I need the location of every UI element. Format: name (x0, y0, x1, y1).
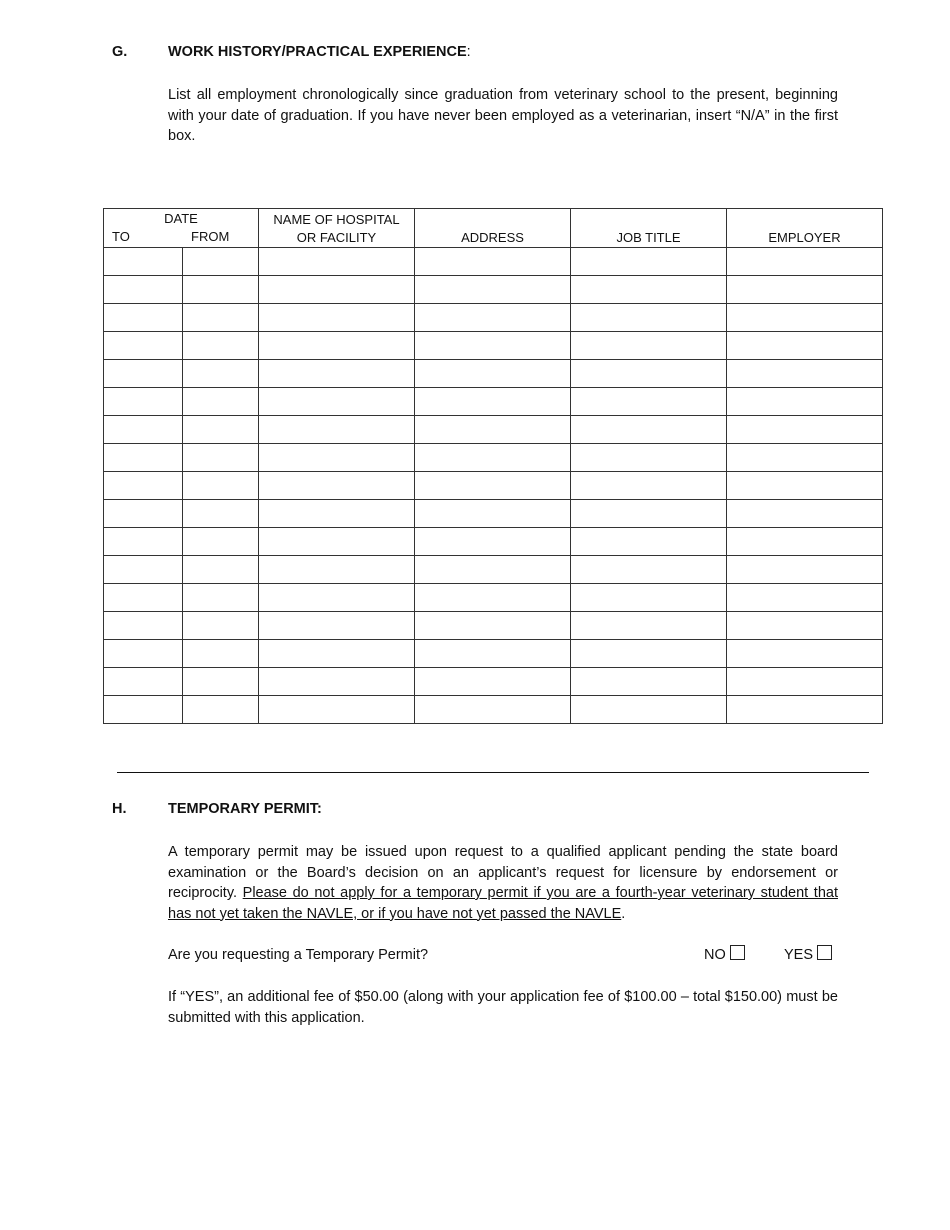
hospital-cell[interactable] (259, 584, 415, 612)
work-history-body (104, 248, 883, 724)
date-header-label: DATE (164, 211, 198, 226)
employer-cell[interactable] (727, 332, 883, 360)
hospital-header (259, 209, 415, 248)
hospital-cell[interactable] (259, 304, 415, 332)
address-cell[interactable] (415, 612, 571, 640)
date-to-from-divider (182, 472, 183, 499)
yes-option (784, 945, 832, 963)
to-header-label: TO (112, 229, 130, 244)
job-title-cell[interactable] (571, 584, 727, 612)
section-h-intro-end: . (621, 905, 626, 922)
employer-cell[interactable] (727, 304, 883, 332)
address-cell[interactable] (415, 472, 571, 500)
table-header-row (104, 209, 883, 248)
section-h-intro (168, 842, 838, 924)
job-title-cell[interactable] (571, 360, 727, 388)
address-cell[interactable] (415, 640, 571, 668)
date-cell[interactable] (104, 276, 259, 304)
table-row (104, 360, 883, 388)
date-cell[interactable] (104, 668, 259, 696)
hospital-cell[interactable] (259, 332, 415, 360)
fee-note: If “YES”, an additional fee of $50.00 (along with your application fee of $100.00 – total $150.00) must be submitted with this application. (168, 989, 838, 1026)
section-g-title-text: WORK HISTORY/PRACTICAL EXPERIENCE (168, 44, 467, 60)
job-title-cell[interactable] (571, 276, 727, 304)
hospital-cell[interactable] (259, 696, 415, 724)
date-cell[interactable] (104, 696, 259, 724)
hospital-cell[interactable] (259, 556, 415, 584)
section-g-letter: G. (112, 44, 128, 60)
address-cell[interactable] (415, 696, 571, 724)
date-cell[interactable] (104, 332, 259, 360)
table-row (104, 556, 883, 584)
hospital-cell[interactable] (259, 500, 415, 528)
date-to-from-divider (182, 248, 183, 275)
employer-cell[interactable] (727, 416, 883, 444)
date-to-from-divider (182, 416, 183, 443)
hospital-cell[interactable] (259, 668, 415, 696)
address-cell[interactable] (415, 304, 571, 332)
employer-cell[interactable] (727, 500, 883, 528)
date-cell[interactable] (104, 416, 259, 444)
section-divider (117, 772, 869, 773)
job-title-cell[interactable] (571, 556, 727, 584)
address-cell[interactable] (415, 584, 571, 612)
table-row (104, 444, 883, 472)
table-row (104, 276, 883, 304)
job-title-cell[interactable] (571, 248, 727, 276)
date-cell[interactable] (104, 360, 259, 388)
section-g-title (168, 44, 471, 60)
date-to-from-divider (182, 612, 183, 639)
employer-cell[interactable] (727, 556, 883, 584)
date-to-from-divider (182, 584, 183, 611)
job-title-cell[interactable] (571, 416, 727, 444)
address-cell[interactable] (415, 668, 571, 696)
job-title-cell[interactable] (571, 696, 727, 724)
date-to-from-divider (182, 528, 183, 555)
hospital-cell[interactable] (259, 388, 415, 416)
address-cell[interactable] (415, 276, 571, 304)
address-cell[interactable] (415, 556, 571, 584)
table-row (104, 528, 883, 556)
job-title-cell[interactable] (571, 612, 727, 640)
table-row (104, 612, 883, 640)
table-row (104, 584, 883, 612)
hospital-cell[interactable] (259, 248, 415, 276)
date-cell[interactable] (104, 472, 259, 500)
date-to-from-divider (182, 276, 183, 303)
date-cell[interactable] (104, 500, 259, 528)
table-row (104, 696, 883, 724)
table-row (104, 416, 883, 444)
job-title-cell[interactable] (571, 472, 727, 500)
job-title-header (571, 209, 727, 248)
address-cell[interactable] (415, 332, 571, 360)
section-h-title: TEMPORARY PERMIT: (168, 801, 322, 817)
yes-label: YES (784, 947, 814, 963)
table-row (104, 472, 883, 500)
hospital-header-line2: OR FACILITY (296, 230, 377, 245)
no-option (704, 945, 745, 963)
job-title-cell[interactable] (571, 332, 727, 360)
no-checkbox[interactable] (730, 945, 745, 960)
yes-checkbox[interactable] (817, 945, 832, 960)
address-cell[interactable] (415, 416, 571, 444)
job-title-cell[interactable] (571, 668, 727, 696)
table-row (104, 248, 883, 276)
job-title-header-label: JOB TITLE (616, 230, 681, 245)
hospital-cell[interactable] (259, 640, 415, 668)
hospital-cell[interactable] (259, 612, 415, 640)
date-to-from-divider (182, 444, 183, 471)
employer-cell[interactable] (727, 248, 883, 276)
address-header-label: ADDRESS (461, 230, 524, 245)
table-row (104, 332, 883, 360)
hospital-cell[interactable] (259, 360, 415, 388)
address-cell[interactable] (415, 360, 571, 388)
address-cell[interactable] (415, 444, 571, 472)
section-h-letter: H. (112, 801, 127, 817)
table-row (104, 304, 883, 332)
section-h-intro-text: A temporary permit may be issued upon request to a qualified applicant pending the state board examination or the Board’s decision on an applicant’s request for licensure by endorsement or reciprocity. (168, 844, 838, 901)
job-title-cell[interactable] (571, 388, 727, 416)
employer-cell[interactable] (727, 360, 883, 388)
table-row (104, 640, 883, 668)
job-title-cell[interactable] (571, 528, 727, 556)
date-cell[interactable] (104, 444, 259, 472)
date-to-from-divider (182, 640, 183, 667)
date-to-from-divider (182, 668, 183, 695)
section-g-instructions: List all employment chronologically since graduation from veterinary school to the present, beginning with your date of graduation. If you have never been employed as a veterinarian, insert “N/A” in the first box. (168, 87, 838, 144)
date-cell[interactable] (104, 640, 259, 668)
date-to-from-divider (182, 500, 183, 527)
date-to-from-divider (182, 360, 183, 387)
employer-cell[interactable] (727, 640, 883, 668)
hospital-cell[interactable] (259, 276, 415, 304)
table-row (104, 388, 883, 416)
date-cell[interactable] (104, 388, 259, 416)
date-to-from-divider (182, 304, 183, 331)
hospital-cell[interactable] (259, 472, 415, 500)
date-cell[interactable] (104, 612, 259, 640)
employer-cell[interactable] (727, 696, 883, 724)
employer-header-label: EMPLOYER (768, 230, 841, 245)
address-cell[interactable] (415, 528, 571, 556)
date-header (104, 209, 259, 248)
employer-cell[interactable] (727, 668, 883, 696)
date-cell[interactable] (104, 584, 259, 612)
date-to-from-divider (182, 696, 183, 723)
job-title-cell[interactable] (571, 640, 727, 668)
from-header-label: FROM (191, 229, 230, 244)
employer-cell[interactable] (727, 388, 883, 416)
employer-cell[interactable] (727, 528, 883, 556)
employer-cell[interactable] (727, 612, 883, 640)
hospital-header-line1: NAME OF HOSPITAL (273, 212, 400, 227)
date-to-from-divider (182, 556, 183, 583)
permit-question: Are you requesting a Temporary Permit? (168, 947, 429, 963)
table-row (104, 668, 883, 696)
date-to-from-divider (182, 332, 183, 359)
hospital-cell[interactable] (259, 416, 415, 444)
section-g-title-suffix: : (466, 44, 471, 60)
hospital-cell[interactable] (259, 528, 415, 556)
address-cell[interactable] (415, 500, 571, 528)
employer-cell[interactable] (727, 584, 883, 612)
date-cell[interactable] (104, 528, 259, 556)
employer-cell[interactable] (727, 472, 883, 500)
date-cell[interactable] (104, 304, 259, 332)
date-to-from-divider (182, 388, 183, 415)
employer-cell[interactable] (727, 444, 883, 472)
employer-cell[interactable] (727, 276, 883, 304)
job-title-cell[interactable] (571, 304, 727, 332)
job-title-cell[interactable] (571, 500, 727, 528)
no-label: NO (704, 947, 726, 963)
date-cell[interactable] (104, 248, 259, 276)
address-cell[interactable] (415, 248, 571, 276)
employer-header (727, 209, 883, 248)
table-row (104, 500, 883, 528)
work-history-table (103, 208, 883, 724)
section-h-warning: Please do not apply for a temporary permit if you are a fourth-year veterinary student that has not yet taken the NAVLE, or if you have not yet passed the NAVLE (168, 885, 838, 922)
date-cell[interactable] (104, 556, 259, 584)
hospital-cell[interactable] (259, 444, 415, 472)
address-cell[interactable] (415, 388, 571, 416)
job-title-cell[interactable] (571, 444, 727, 472)
address-header (415, 209, 571, 248)
